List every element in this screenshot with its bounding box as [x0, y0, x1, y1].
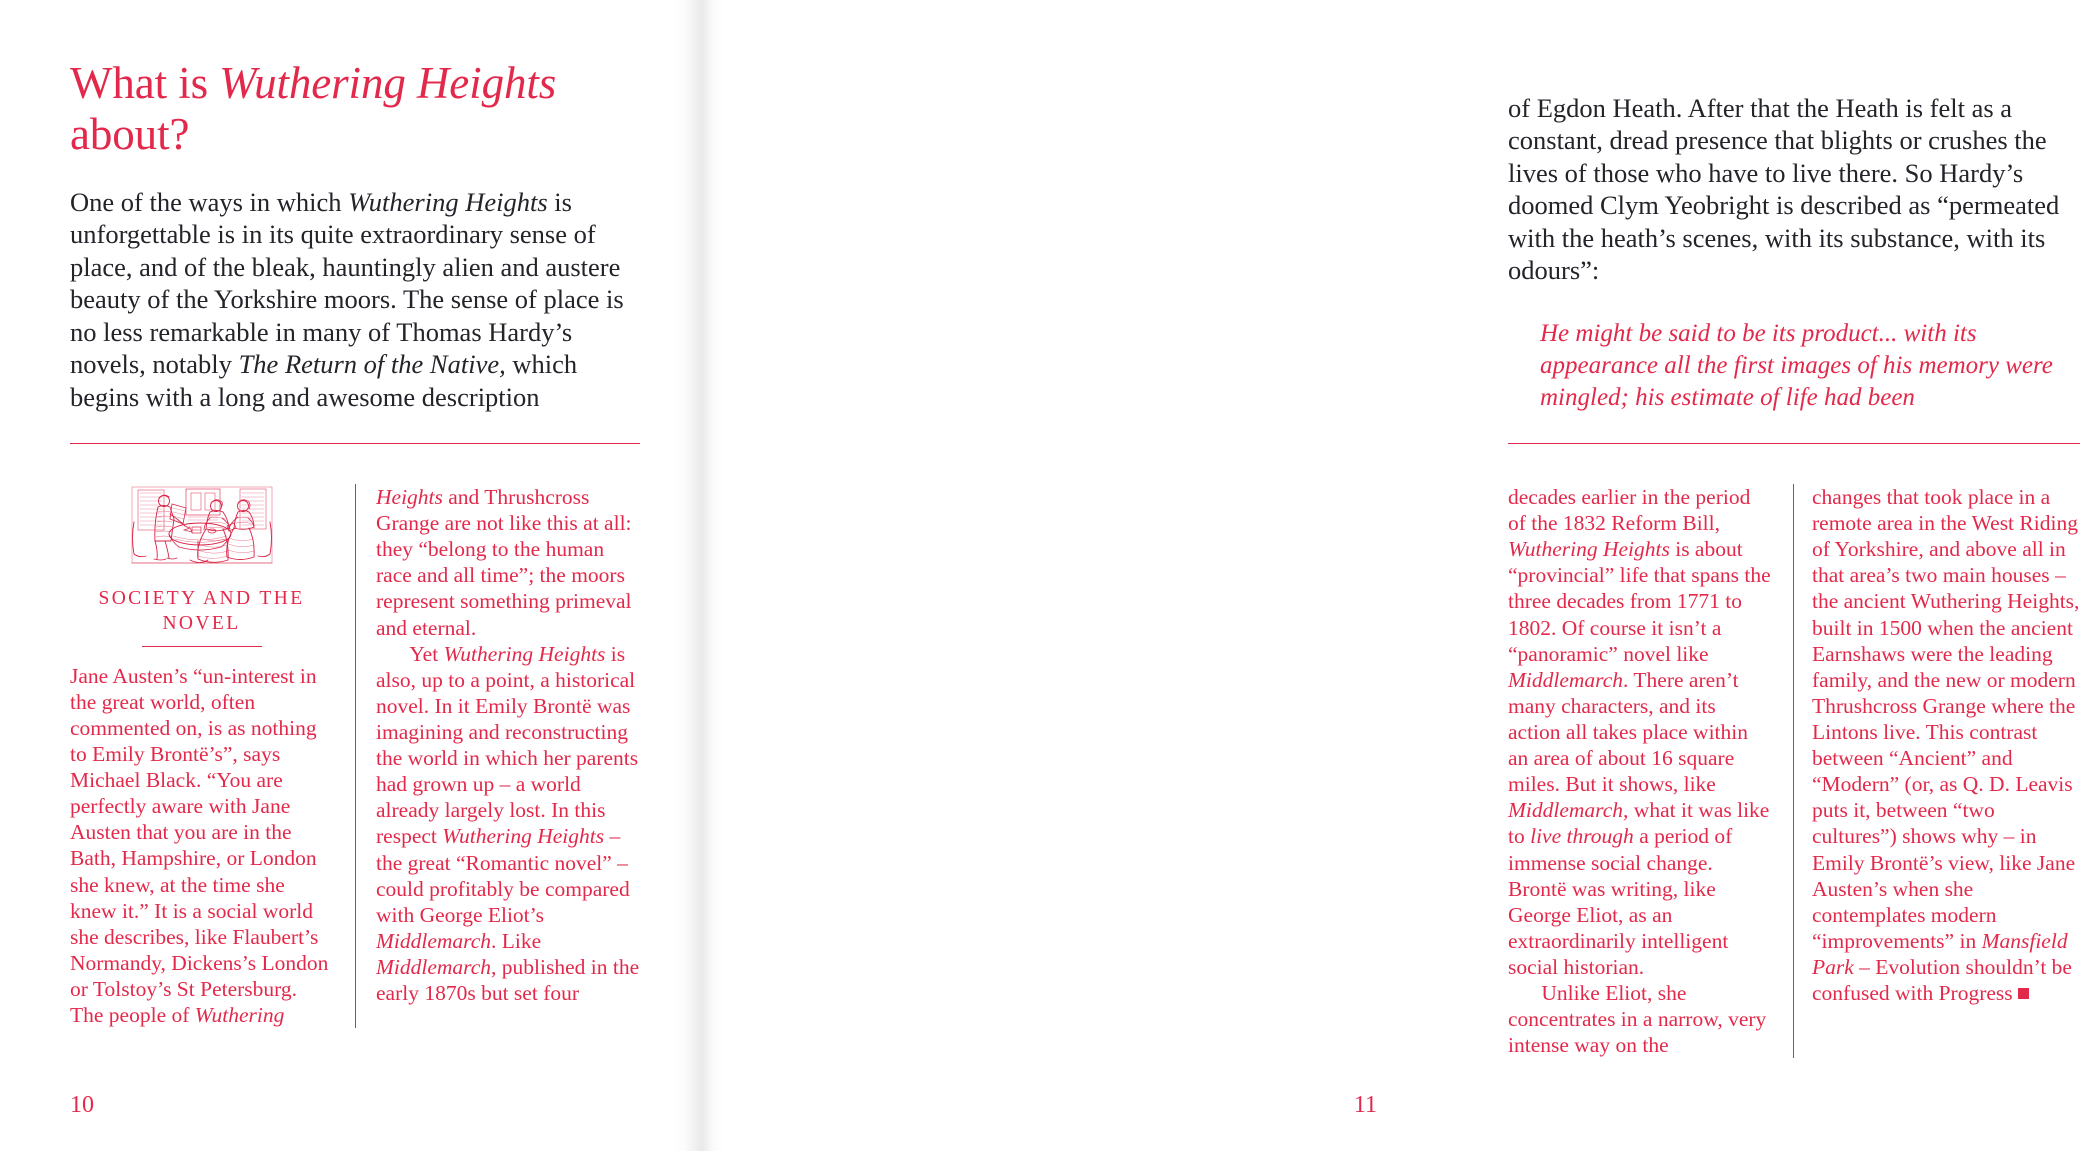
right-col2-italic-1: Mansfield Park — [1812, 928, 2068, 979]
right-col1-seg-5: a period of immense social change. Brontë was writing, like George Eliot, as an extraordinarily intelligent social historian. — [1508, 824, 1733, 979]
chapter-title-part1: What is — [70, 58, 220, 108]
right-col1-seg-3: . There aren’t many characters, and its action all takes place within an area of about 16 square miles. But it shows, like — [1508, 667, 1748, 797]
right-col1-seg-1: decades earlier in the period of the 1832 Reform Bill, — [1508, 485, 1751, 536]
right-col1-paragraph-2: Unlike Eliot, she concentrates in a narrow, very intense way on the — [1508, 981, 1767, 1058]
right-sidebar-column-two — [1793, 484, 2083, 1058]
right-col1-seg-4: what it was like to — [1508, 798, 1770, 849]
sidebar-col2-italic-2: Wuthering Heights — [443, 641, 606, 666]
pull-quote: He might be said to be its product... with its appearance all the first images of his memory were mingled; his estimate of life had been — [1540, 320, 2053, 411]
right-page — [700, 0, 2080, 1151]
intro-seg-3: which begins with a long and awesome description — [70, 349, 578, 412]
sidebar-col2-italic-1: Heights — [376, 485, 443, 509]
sidebar-col1-seg1: Jane Austen’s “un-interest in the great world, often commented on, is as nothing to Emily Brontë’s”, says Michael Black. “You are perfectly aware with Jane Austen that you are in the Bath, Hampshire, or London she knew, at the time she knew it.” It is a social world she describes, like Flaubert’s Normandy, Dickens’s London or Tolstoy’s St Petersburg. The people of — [70, 663, 329, 1028]
sidebar-col2-seg-5: . Like — [491, 928, 542, 953]
sidebar-col2-seg-4: – the great “Romantic novel” – could profitably be compared with George Eliot’s — [376, 824, 630, 927]
sidebar-col2-seg-1: and Thrushcross Grange are not like this at all: they “belong to the human race and all time”; the moors represent something primeval and eternal. — [376, 485, 632, 640]
sidebar-col1-paragraph — [70, 663, 333, 1029]
folio-left: 10 — [70, 1092, 94, 1118]
sidebar-col1-italic: Wuthering — [194, 1003, 285, 1028]
end-of-article-marker — [2018, 988, 2029, 999]
page-title — [70, 58, 650, 161]
intro-seg-1: One of the ways in which — [70, 187, 349, 217]
sidebar-col2-paragraph-2 — [376, 641, 642, 1007]
sidebar-col2-seg-6: , published in the early 1870s but set four — [376, 954, 640, 1006]
intro-italic-1: Wuthering Heights — [348, 187, 548, 217]
intro-italic-2: The Return of the Native, — [238, 349, 506, 380]
sidebar-heading-rule — [142, 646, 262, 647]
right-col2-seg-2: – Evolution shouldn’t be confused with Progress — [1812, 954, 2072, 1006]
intro-seg-2: is unforgettable is in its quite extraordinary sense of place, and of the bleak, hauntingly alien and austere beauty of the Yorkshire moors. The sense of place is no less remarkable in many of Thomas Hardy’s novels, notably — [70, 187, 624, 380]
left-sidebar-column-one — [70, 484, 355, 1028]
right-col1-paragraph-1 — [1508, 484, 1773, 980]
sidebar-heading: SOCIETY AND THE NOVEL — [98, 588, 305, 635]
sidebar-col2-seg-3: is also, up to a point, a historical novel. In it Emily Brontë was imagining and reconstructing the world in which her parents had grown up – a world already largely lost. In this respect — [376, 641, 639, 849]
intro-paragraph — [70, 186, 640, 413]
right-page-divider-rule — [1508, 443, 2080, 444]
folio-right: 11 — [1353, 1092, 1377, 1118]
right-sidebar-column-one — [1508, 484, 1793, 1058]
sidebar-col2-italic-4: Middlemarch — [376, 928, 492, 953]
right-col1-seg-2: is about “provincial” life that spans the three decades from 1771 to 1802. Of course it isn’t a “panoramic” novel like — [1508, 537, 1771, 666]
illustration-container — [70, 484, 333, 576]
chapter-title-italic: Wuthering Heights — [219, 58, 557, 108]
sidebar-col2-italic-3: Wuthering Heights — [442, 824, 605, 849]
right-col1-italic-1: Wuthering Heights — [1508, 537, 1670, 562]
left-page-divider-rule — [70, 443, 640, 444]
right-sidebar-columns — [1508, 484, 2083, 1058]
right-col2-seg-1: changes that took place in a remote area in the West Riding of Yorkshire, and above all in that area’s two main houses – the ancient Wuthering Heights, built in 1500 when the ancient Earnshaws were the leading family, and the new or modern Thrushcross Grange where the Lintons live. This contrast between “Ancient” and “Modern” (or, as Q. D. Leavis puts it, between “two cultures”) shows why – in Emily Brontë’s view, like Jane Austen’s when she contemplates modern “improvements” in — [1812, 485, 2080, 953]
left-sidebar-columns — [70, 484, 642, 1028]
chapter-title-part2: about? — [70, 109, 190, 160]
right-col1-italic-2: Middlemarch — [1508, 667, 1624, 692]
right-col1-italic-4: live through — [1530, 824, 1634, 849]
right-col1-italic-3: Middlemarch, — [1508, 798, 1629, 823]
victorian-parlour-engraving-icon — [128, 484, 276, 576]
sidebar-col2-seg-2: Yet — [409, 641, 444, 666]
sidebar-col2-italic-5: Middlemarch — [376, 954, 492, 979]
right-body-paragraph: of Egdon Heath. After that the Heath is felt as a constant, dread presence that blights or crushes the lives of those who have to live there. So Hardy’s doomed Clym Yeobright is described as “permeated with the heath’s scenes, with its substance, with its odours”: — [1508, 93, 2060, 286]
left-sidebar-column-two — [355, 484, 642, 1028]
left-page — [0, 0, 700, 1151]
sidebar-col2-paragraph-1 — [376, 484, 642, 641]
right-col2-paragraph — [1812, 484, 2083, 1006]
